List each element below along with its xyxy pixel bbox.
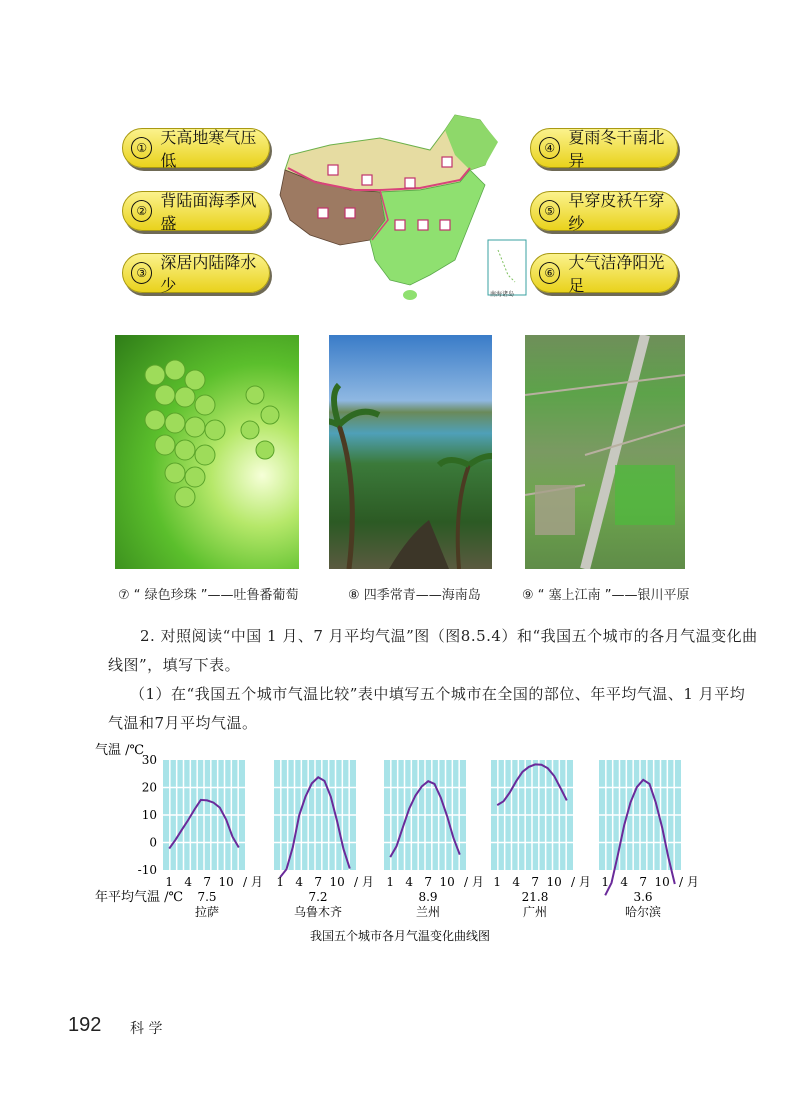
annual-temp-label: 年平均气温 /℃ bbox=[95, 890, 184, 905]
map-marker bbox=[442, 157, 452, 167]
feature-text: 夏雨冬干南北异 bbox=[568, 128, 665, 170]
x-unit-label: / 月 bbox=[679, 875, 699, 889]
photo-caption-3: ⑨ “ 塞上江南 ”——银川平原 bbox=[522, 588, 690, 603]
x-tick-label: 10 bbox=[439, 875, 455, 889]
x-unit-label: / 月 bbox=[354, 875, 374, 889]
feature-num: ⑤ bbox=[539, 200, 560, 222]
annual-temp-value: 7.5 bbox=[197, 890, 217, 904]
y-tick-label: 10 bbox=[141, 808, 157, 822]
annual-temp-value: 21.8 bbox=[521, 890, 549, 904]
map-marker bbox=[395, 220, 405, 230]
y-tick-label: 30 bbox=[141, 753, 157, 767]
map-hainan bbox=[403, 290, 417, 300]
annual-temp-value: 7.2 bbox=[308, 890, 328, 904]
x-tick-label: 7 bbox=[531, 875, 539, 889]
chart-title: 我国五个城市各月气温变化曲线图 bbox=[309, 929, 491, 943]
city-temperature-chart bbox=[0, 740, 800, 960]
y-axis-label: 气温 /℃ bbox=[95, 743, 145, 758]
photo-caption-2: ⑧ 四季常青——海南岛 bbox=[348, 588, 481, 603]
x-tick-label: 4 bbox=[295, 875, 303, 889]
map-marker bbox=[418, 220, 428, 230]
x-tick-label: 1 bbox=[493, 875, 501, 889]
map-marker bbox=[440, 220, 450, 230]
city-name: 拉萨 bbox=[194, 905, 220, 919]
y-tick-label: 0 bbox=[149, 835, 157, 850]
feature-pill-5 bbox=[530, 191, 678, 231]
question-2-1-line2: 气温和7月平均气温。 bbox=[108, 714, 258, 732]
x-tick-label: 1 bbox=[165, 875, 173, 889]
x-tick-label: 7 bbox=[424, 875, 432, 889]
map-marker bbox=[318, 208, 328, 218]
city-name: 乌鲁木齐 bbox=[293, 905, 343, 919]
x-tick-label: 4 bbox=[620, 875, 628, 889]
x-tick-label: 10 bbox=[218, 875, 234, 889]
x-tick-label: 7 bbox=[314, 875, 322, 889]
feature-pill-3 bbox=[122, 253, 270, 293]
x-unit-label: / 月 bbox=[571, 875, 591, 889]
feature-pill-2 bbox=[122, 191, 270, 231]
x-tick-label: 10 bbox=[329, 875, 345, 889]
photo-caption-1: ⑦ “ 绿色珍珠 ”——吐鲁番葡萄 bbox=[118, 588, 299, 603]
feature-text: 天高地寒气压低 bbox=[160, 128, 257, 170]
map-marker bbox=[405, 178, 415, 188]
x-tick-label: 10 bbox=[654, 875, 670, 889]
question-2-1-line1: （1）在“我国五个城市气温比较”表中填写五个城市在全国的部位、年平均气温、1 月平均 bbox=[130, 685, 746, 703]
y-tick-label: -10 bbox=[137, 863, 157, 877]
map-inset-frame bbox=[488, 240, 526, 295]
feature-num: ① bbox=[131, 137, 152, 159]
photo-grapes bbox=[115, 335, 299, 569]
map-inset-label: 南海诸岛 bbox=[490, 291, 515, 298]
feature-text: 大气洁净阳光足 bbox=[568, 253, 665, 295]
x-unit-label: / 月 bbox=[464, 875, 484, 889]
x-tick-label: 1 bbox=[386, 875, 394, 889]
x-tick-label: 7 bbox=[639, 875, 647, 889]
city-name: 广州 bbox=[522, 905, 548, 919]
x-tick-label: 7 bbox=[203, 875, 211, 889]
feature-num: ⑥ bbox=[539, 262, 560, 284]
farmland-icon bbox=[525, 335, 685, 569]
feature-pill-6 bbox=[530, 253, 678, 293]
x-tick-label: 1 bbox=[601, 875, 609, 889]
map-marker bbox=[328, 165, 338, 175]
photo-hainan bbox=[329, 335, 492, 569]
x-tick-label: 4 bbox=[405, 875, 413, 889]
x-tick-label: 1 bbox=[276, 875, 284, 889]
feature-num: ④ bbox=[539, 137, 560, 159]
china-climate-map bbox=[270, 110, 532, 305]
feature-num: ② bbox=[131, 200, 152, 222]
feature-pill-4 bbox=[530, 128, 678, 168]
annual-temp-value: 3.6 bbox=[633, 890, 653, 904]
feature-text: 背陆面海季风盛 bbox=[160, 191, 257, 233]
city-name: 兰州 bbox=[415, 905, 441, 919]
feature-text: 深居内陆降水少 bbox=[160, 253, 257, 295]
annual-temp-value: 8.9 bbox=[418, 890, 438, 904]
x-tick-label: 4 bbox=[512, 875, 520, 889]
subject-label: 科 学 bbox=[130, 1021, 163, 1037]
map-marker bbox=[345, 208, 355, 218]
x-tick-label: 4 bbox=[184, 875, 192, 889]
question-2-line2: 线图”，填写下表。 bbox=[108, 656, 241, 674]
city-name: 哈尔滨 bbox=[624, 905, 662, 919]
grape-cluster-icon bbox=[115, 335, 299, 569]
question-2-line1: 2. 对照阅读“中国 1 月、7 月平均气温”图（图8.5.4）和“我国五个城市的各月气温变化曲 bbox=[140, 627, 758, 645]
page-number: 192 bbox=[68, 1014, 102, 1036]
x-unit-label: / 月 bbox=[243, 875, 263, 889]
feature-num: ③ bbox=[131, 262, 152, 284]
y-tick-label: 20 bbox=[141, 780, 157, 795]
photo-yinchuan bbox=[525, 335, 685, 569]
feature-text: 早穿皮袄午穿纱 bbox=[568, 191, 665, 233]
feature-pill-1 bbox=[122, 128, 270, 168]
palm-trees-icon bbox=[329, 335, 492, 569]
map-marker bbox=[362, 175, 372, 185]
x-tick-label: 10 bbox=[546, 875, 562, 889]
